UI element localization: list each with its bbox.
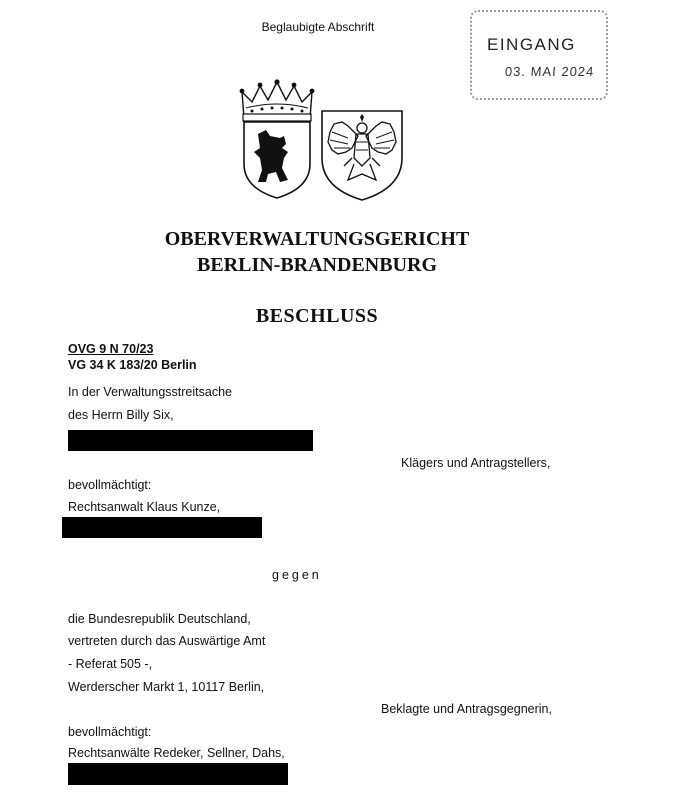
plaintiff-representative: Rechtsanwalt Klaus Kunze, (68, 500, 221, 514)
berlin-coat-of-arms-icon (238, 78, 316, 200)
plaintiff-representative-label: bevollmächtigt: (68, 478, 152, 492)
defendant-representative-label: bevollmächtigt: (68, 725, 152, 739)
received-stamp-title: EINGANG (487, 35, 576, 54)
document-type-heading: BESCHLUSS (255, 305, 379, 327)
received-stamp-date: 03. MAI 2024 (504, 64, 595, 79)
brandenburg-coat-of-arms-icon (318, 108, 406, 202)
defendant-line-4: Werderscher Markt 1, 10117 Berlin, (68, 680, 265, 694)
defendant-line-1: die Bundesrepublik Deutschland, (68, 612, 251, 626)
defendant-line-3: - Referat 505 -, (68, 657, 153, 671)
received-stamp (470, 10, 608, 100)
redacted-plaintiff-address (68, 430, 313, 451)
court-name-line-1: OBERVERWALTUNGSGERICHT (164, 228, 470, 250)
certified-copy-note: Beglaubigte Abschrift (261, 20, 375, 34)
versus-label: gegen (272, 568, 322, 582)
defendant-representative: Rechtsanwälte Redeker, Sellner, Dahs, (68, 746, 285, 760)
plaintiff-name: des Herrn Billy Six, (68, 408, 174, 422)
court-name-line-2: BERLIN-BRANDENBURG (196, 254, 438, 276)
redacted-plaintiff-representative-address (62, 517, 262, 538)
case-number-ovg: OVG 9 N 70/23 (68, 342, 154, 356)
defendant-role: Beklagte und Antragsgegnerin, (381, 702, 552, 716)
plaintiff-role: Klägers und Antragstellers, (401, 456, 551, 470)
case-number-vg: VG 34 K 183/20 Berlin (68, 358, 197, 372)
defendant-line-2: vertreten durch das Auswärtige Amt (68, 634, 266, 648)
redacted-defendant-representative-address (68, 763, 288, 785)
proceedings-intro: In der Verwaltungsstreitsache (68, 385, 232, 399)
